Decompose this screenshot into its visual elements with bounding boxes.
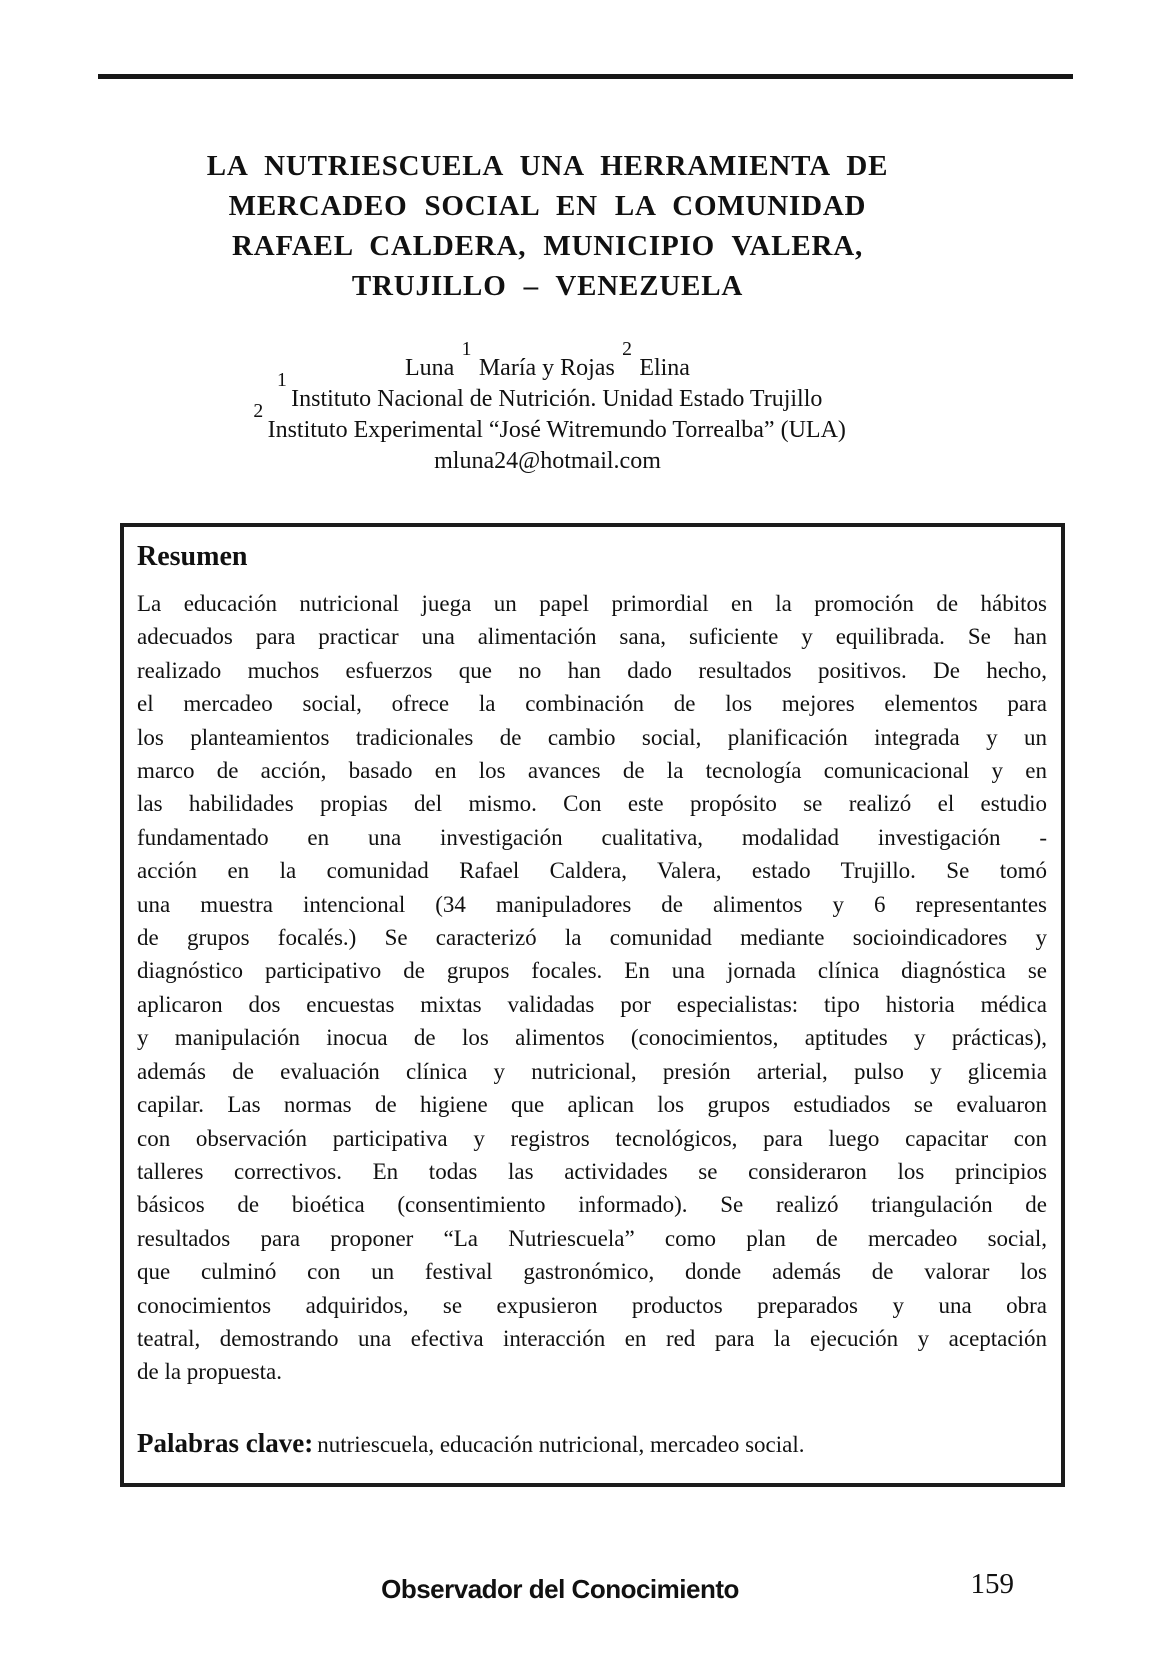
affiliation-1	[95, 369, 1000, 415]
abstract-text	[137, 587, 1047, 1389]
abstract-line: realizado muchos esfuerzos que no han dado resultados positivos. De hecho,	[137, 657, 1047, 683]
abstract-box	[120, 523, 1065, 1487]
abstract-line: La educación nutricional juega un papel primordial en la promoción de hábitos	[137, 591, 1047, 616]
abstract-line: acción en la comunidad Rafael Caldera, Valera, estado Trujillo. Se tomó	[137, 858, 1047, 884]
footer-journal-name: Observador del Conocimiento	[381, 1574, 739, 1604]
article-title-line: LA NUTRIESCUELA UNA HERRAMIENTA DE	[206, 150, 889, 182]
affiliation-1-text: Instituto Nacional de Nutrición. Unidad Estado Trujillo	[291, 386, 823, 412]
page-number: 159	[970, 1568, 1014, 1600]
abstract-line: resultados para proponer “La Nutriescuela” como plan de mercadeo social,	[137, 1225, 1047, 1251]
abstract-line: con observación participativa y registros tecnológicos, para luego capacitar con	[137, 1125, 1047, 1151]
abstract-line: el mercadeo social, ofrece la combinación de los mejores elementos para	[137, 691, 1047, 717]
author-superscript-1: 1	[461, 338, 472, 361]
affiliation-1-superscript: 1	[276, 369, 287, 392]
abstract-line: una muestra intencional (34 manipuladores de alimentos y 6 representantes	[137, 891, 1047, 917]
affiliation-2	[95, 400, 1000, 446]
abstract-line: y manipulación inocua de los alimentos (conocimientos, aptitudes y prácticas),	[137, 1025, 1047, 1051]
author-name: Luna	[405, 355, 455, 381]
article-title	[95, 146, 1000, 306]
article-title-line: RAFAEL CALDERA, MUNICIPIO VALERA,	[231, 230, 864, 262]
header-rule	[98, 74, 1073, 79]
abstract-line: de la propuesta.	[137, 1359, 282, 1385]
author-superscript-2: 2	[622, 338, 632, 361]
abstract-line: teatral, demostrando una efectiva interacción en red para la ejecución y aceptación	[137, 1325, 1047, 1351]
author-byline	[95, 338, 1000, 384]
keywords-text: nutriescuela, educación nutricional, mercadeo social.	[317, 1431, 805, 1457]
author-name: María y Rojas	[478, 355, 615, 381]
abstract-line: los planteamientos tradicionales de cambio social, planificación integrada y un	[137, 724, 1047, 750]
keywords-label: Palabras clave:	[137, 1427, 314, 1458]
author-block	[95, 338, 1000, 477]
author-email: mluna24@hotmail.com	[434, 448, 661, 474]
abstract-line: de grupos focalés.) Se caracterizó la comunidad mediante socioindicadores y	[137, 925, 1047, 951]
affiliation-2-text: Instituto Experimental “José Witremundo Torrealba” (ULA)	[267, 417, 846, 443]
abstract-line: aplicaron dos encuestas mixtas validadas por especialistas: tipo historia médica	[137, 991, 1047, 1017]
abstract-line: que culminó con un festival gastronómico, donde además de valorar los	[137, 1259, 1047, 1285]
abstract-heading: Resumen	[137, 541, 248, 572]
article-title-line: TRUJILLO – VENEZUELA	[351, 270, 744, 302]
abstract-line: fundamentado en una investigación cualitativa, modalidad investigación -	[137, 824, 1047, 850]
abstract-line: adecuados para practicar una alimentación sana, suficiente y equilibrada. Se han	[137, 624, 1047, 650]
abstract-line: conocimientos adquiridos, se expusieron productos preparados y una obra	[137, 1292, 1047, 1318]
affiliation-2-superscript: 2	[253, 400, 264, 423]
author-name: Elina	[639, 355, 690, 381]
keywords-line	[137, 1425, 1047, 1466]
article-title-line: MERCADEO SOCIAL EN LA COMUNIDAD	[228, 190, 867, 222]
abstract-line: talleres correctivos. En todas las actividades se consideraron los principios	[137, 1158, 1047, 1184]
abstract-line: marco de acción, basado en los avances de la tecnología comunicacional y en	[137, 758, 1047, 784]
abstract-line: además de evaluación clínica y nutricional, presión arterial, pulso y glicemia	[137, 1058, 1047, 1084]
abstract-line: las habilidades propias del mismo. Con este propósito se realizó el estudio	[137, 791, 1047, 817]
abstract-line: diagnóstico participativo de grupos focales. En una jornada clínica diagnóstica se	[137, 958, 1047, 984]
abstract-line: capilar. Las normas de higiene que aplican los grupos estudiados se evaluaron	[137, 1092, 1047, 1118]
abstract-line: básicos de bioética (consentimiento informado). Se realizó triangulación de	[137, 1192, 1047, 1218]
